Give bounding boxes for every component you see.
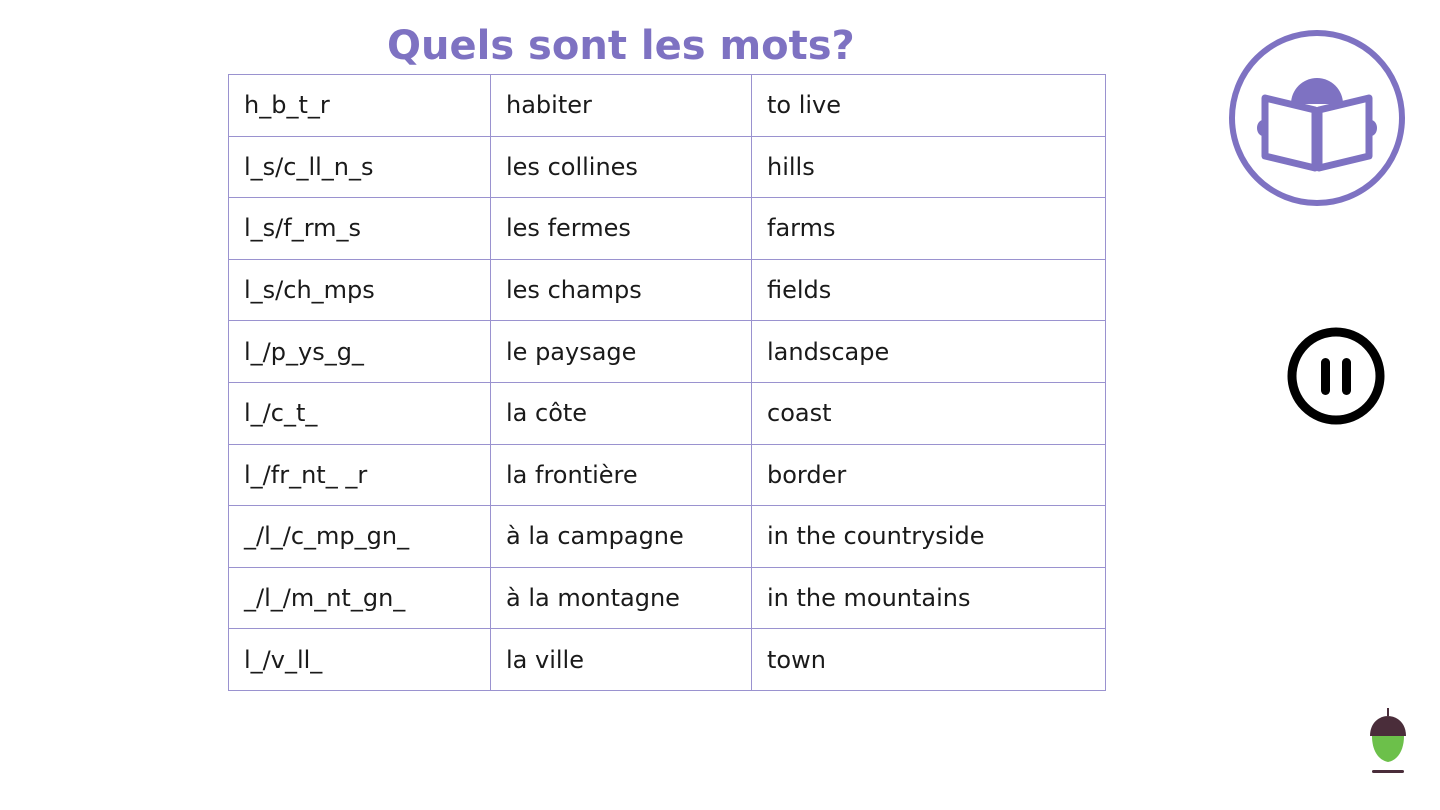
french-word-cell: la ville xyxy=(491,629,752,691)
person-reading-book-icon xyxy=(1227,28,1407,208)
english-word-cell: border xyxy=(752,444,1106,506)
gapped-word-cell: l_/p_ys_g_ xyxy=(229,321,491,383)
french-word-cell: les champs xyxy=(491,259,752,321)
table-row xyxy=(229,75,1106,137)
gapped-word-cell: l_s/ch_mps xyxy=(229,259,491,321)
english-word-cell: in the mountains xyxy=(752,567,1106,629)
table-row xyxy=(229,382,1106,444)
vocabulary-table xyxy=(228,74,1106,691)
gapped-word-cell: _/l_/m_nt_gn_ xyxy=(229,567,491,629)
english-word-cell: fields xyxy=(752,259,1106,321)
pause-icon[interactable] xyxy=(1284,327,1388,427)
french-word-cell: les collines xyxy=(491,136,752,198)
english-word-cell: town xyxy=(752,629,1106,691)
english-word-cell: landscape xyxy=(752,321,1106,383)
gapped-word-cell: l_/fr_nt_ _r xyxy=(229,444,491,506)
french-word-cell: la frontière xyxy=(491,444,752,506)
english-word-cell: in the countryside xyxy=(752,506,1106,568)
table-row xyxy=(229,506,1106,568)
table-row xyxy=(229,321,1106,383)
table-row xyxy=(229,259,1106,321)
french-word-cell: la côte xyxy=(491,382,752,444)
table-row xyxy=(229,198,1106,260)
table-row xyxy=(229,444,1106,506)
gapped-word-cell: l_s/c_ll_n_s xyxy=(229,136,491,198)
gapped-word-cell: h_b_t_r xyxy=(229,75,491,137)
gapped-word-cell: l_s/f_rm_s xyxy=(229,198,491,260)
table-row xyxy=(229,136,1106,198)
english-word-cell: hills xyxy=(752,136,1106,198)
french-word-cell: à la montagne xyxy=(491,567,752,629)
acorn-logo xyxy=(1366,706,1410,778)
english-word-cell: to live xyxy=(752,75,1106,137)
table-row xyxy=(229,629,1106,691)
french-word-cell: le paysage xyxy=(491,321,752,383)
gapped-word-cell: l_/c_t_ xyxy=(229,382,491,444)
french-word-cell: habiter xyxy=(491,75,752,137)
gapped-word-cell: _/l_/c_mp_gn_ xyxy=(229,506,491,568)
table-row xyxy=(229,567,1106,629)
page-title: Quels sont les mots? xyxy=(387,23,855,69)
gapped-word-cell: l_/v_ll_ xyxy=(229,629,491,691)
english-word-cell: coast xyxy=(752,382,1106,444)
french-word-cell: à la campagne xyxy=(491,506,752,568)
english-word-cell: farms xyxy=(752,198,1106,260)
french-word-cell: les fermes xyxy=(491,198,752,260)
